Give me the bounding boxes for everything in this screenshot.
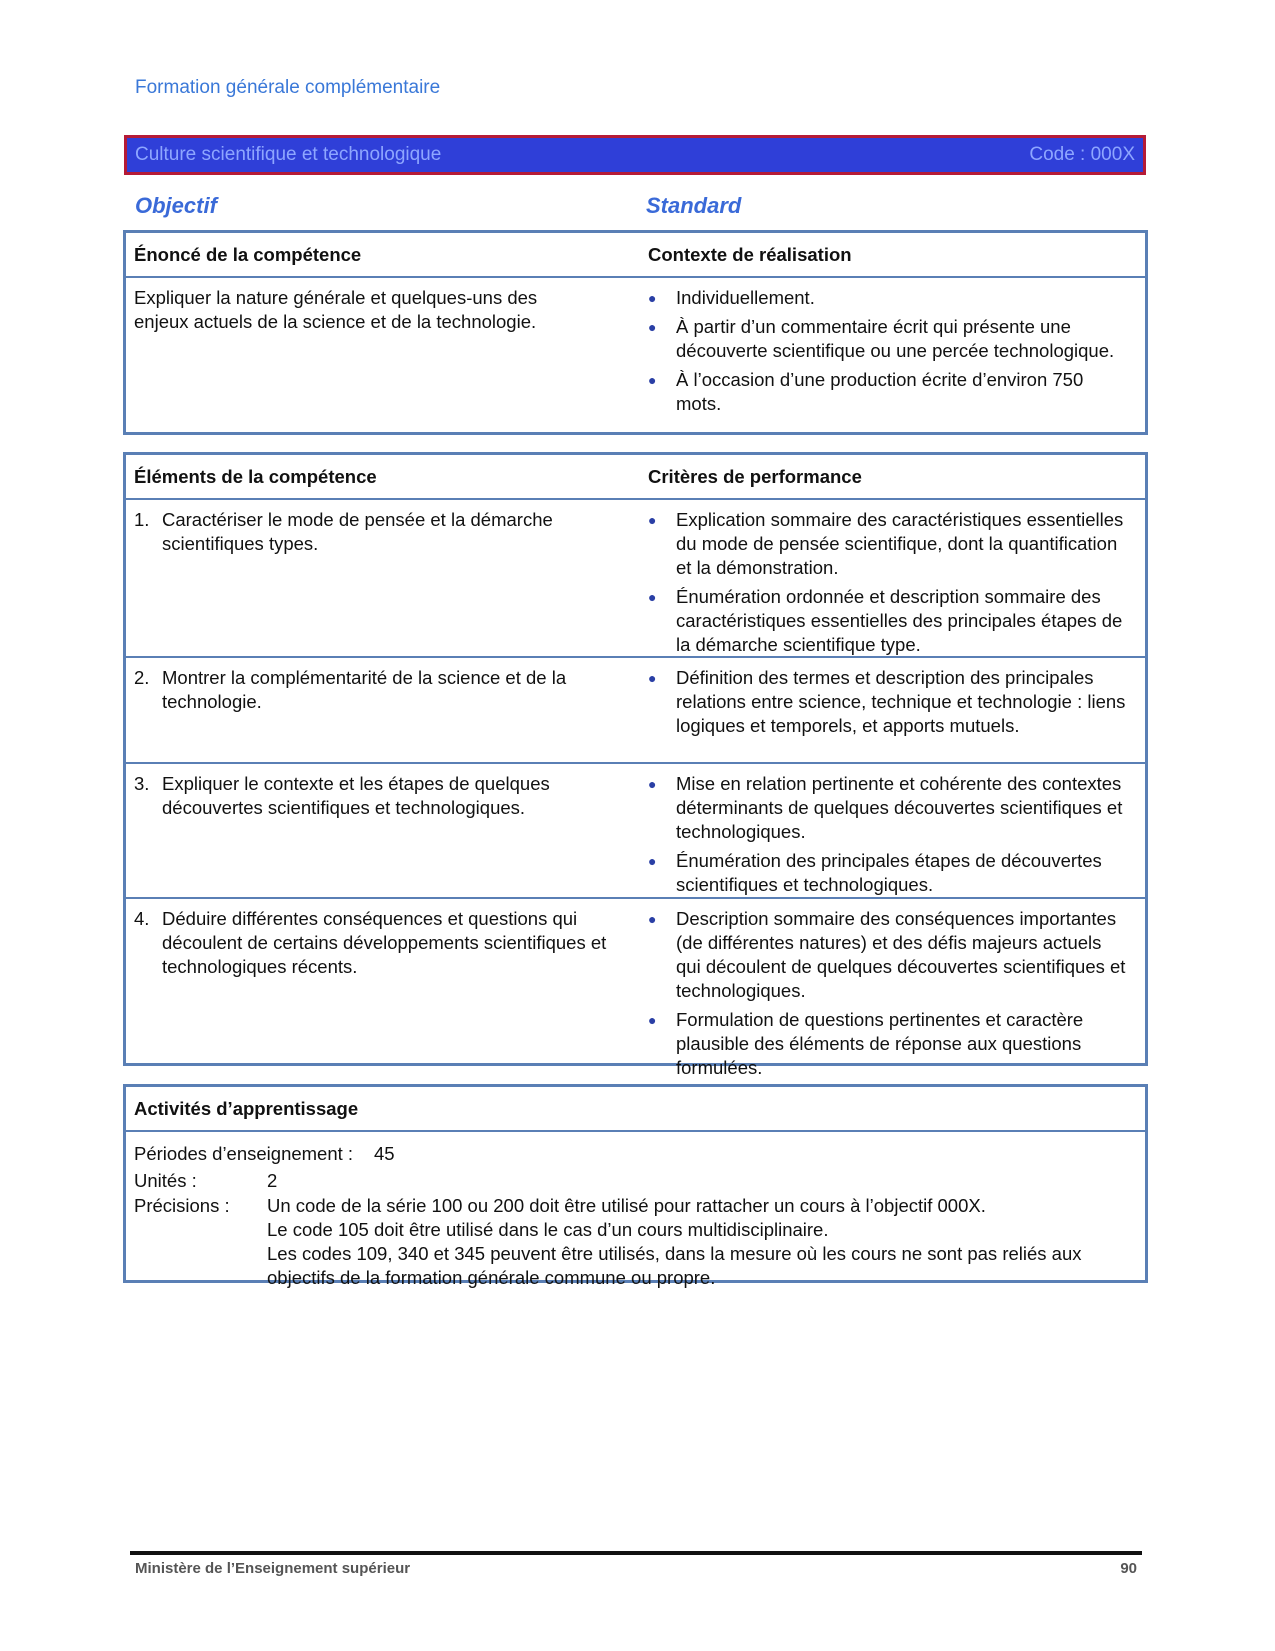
competence-row <box>126 278 1145 432</box>
element-text: 4. Déduire différentes conséquences et questions qui découlent de certains développements scientifiques et technologiques récents. <box>134 908 607 977</box>
units-value: 2 <box>267 1170 278 1191</box>
context-list <box>648 286 1128 421</box>
criteria-list <box>648 508 1128 662</box>
criteria-item: ● Énumération des principales étapes de découvertes scientifiques et technologiques. <box>648 850 1102 895</box>
bullet-icon: ● <box>648 589 657 605</box>
context-header: Contexte de réalisation <box>648 244 852 265</box>
bullet-icon: ● <box>648 853 657 869</box>
bullet-icon: ● <box>648 911 657 927</box>
element-text: 1. Caractériser le mode de pensée et la démarche scientifiques types. <box>134 509 553 554</box>
objective-heading: Objectif <box>135 193 217 218</box>
competence-statement: Expliquer la nature générale et quelques-uns des enjeux actuels de la science et de la technologie. <box>134 287 538 332</box>
activities-box <box>123 1084 1148 1288</box>
bullet-icon: ● <box>648 776 657 792</box>
element-text: 3. Expliquer le contexte et les étapes de quelques découvertes scientifiques et technologiques. <box>134 773 550 818</box>
bullet-icon: ● <box>648 290 657 306</box>
criteria-list <box>648 907 1128 1085</box>
criteria-header: Critères de performance <box>648 466 862 487</box>
competence-statement-header: Énoncé de la compétence <box>134 244 362 265</box>
course-title: Culture scientifique et technologique <box>135 144 442 165</box>
bullet-icon: ● <box>648 372 657 388</box>
criteria-list <box>648 772 1128 902</box>
bullet-icon: ● <box>648 670 657 686</box>
course-title-bar <box>124 135 1146 175</box>
periods-label: Périodes d’enseignement : <box>134 1143 354 1164</box>
footer-rule <box>130 1551 1142 1555</box>
precision-line: Les codes 109, 340 et 345 peuvent être utilisés, dans la mesure où les cours ne sont pas reliés aux objectifs de la formation générale commune ou propre. <box>267 1243 1082 1288</box>
context-item: ● À partir d’un commentaire écrit qui présente une découverte scientifique ou une percée technologique. <box>648 316 1115 361</box>
precisions-label: Précisions : <box>134 1195 230 1216</box>
precision-line: Le code 105 doit être utilisé dans le cas d’un cours multidisciplinaire. <box>267 1219 829 1240</box>
precisions-block <box>134 1194 1137 1290</box>
competence-box-header <box>126 233 1145 278</box>
criteria-item: ● Formulation de questions pertinentes et caractère plausible des éléments de réponse aux questions formulées. <box>648 1009 1084 1078</box>
units-line <box>134 1167 1137 1194</box>
precisions-text <box>267 1194 1087 1290</box>
footer-ministry: Ministère de l’Enseignement supérieur <box>135 1560 411 1577</box>
footer <box>135 1560 1137 1577</box>
criteria-item: ● Énumération ordonnée et description sommaire des caractéristiques essentielles des principales étapes de la démarche scientifique type. <box>648 586 1123 655</box>
activities-header: Activités d’apprentissage <box>134 1098 359 1119</box>
competence-box <box>123 230 1148 435</box>
criteria-item: ● Description sommaire des conséquences importantes (de différentes natures) et des défis majeurs actuels qui découlent de quelques découvertes scientifiques et technologiques. <box>648 908 1126 1001</box>
element-row <box>126 658 1145 764</box>
standard-heading: Standard <box>646 193 742 218</box>
criteria-list <box>648 666 1128 743</box>
elements-box-header <box>126 455 1145 500</box>
criteria-item: ● Définition des termes et description des principales relations entre science, technique et technologie : liens logiques et temporels, et apports mutuels. <box>648 667 1126 736</box>
criteria-item: ● Mise en relation pertinente et cohérente des contextes déterminants de quelques découvertes scientifiques et technologiques. <box>648 773 1123 842</box>
page-number: 90 <box>1120 1560 1137 1577</box>
criteria-item: ● Explication sommaire des caractéristiques essentielles du mode de pensée scientifique, dont la quantification et la démonstration. <box>648 509 1124 578</box>
bullet-icon: ● <box>648 512 657 528</box>
activities-box-header <box>126 1087 1145 1132</box>
bullet-icon: ● <box>648 1012 657 1028</box>
precision-line: Un code de la série 100 ou 200 doit être utilisé pour rattacher un cours à l’objectif 000X. <box>267 1195 986 1216</box>
units-label: Unités : <box>134 1170 197 1191</box>
element-text: 2. Montrer la complémentarité de la science et de la technologie. <box>134 667 567 712</box>
element-row <box>126 764 1145 899</box>
periods-value: 45 <box>374 1143 395 1164</box>
elements-header: Éléments de la compétence <box>134 466 377 487</box>
course-code: Code : 000X <box>1029 144 1135 165</box>
element-row <box>126 899 1145 1078</box>
context-item: ● Individuellement. <box>648 287 815 308</box>
section-title: Formation générale complémentaire <box>135 77 441 98</box>
context-item: ● À l’occasion d’une production écrite d’environ 750 mots. <box>648 369 1084 414</box>
elements-box <box>123 452 1148 1078</box>
activities-body <box>126 1132 1145 1298</box>
bullet-icon: ● <box>648 319 657 335</box>
periods-line <box>134 1140 1137 1167</box>
element-row <box>126 500 1145 658</box>
